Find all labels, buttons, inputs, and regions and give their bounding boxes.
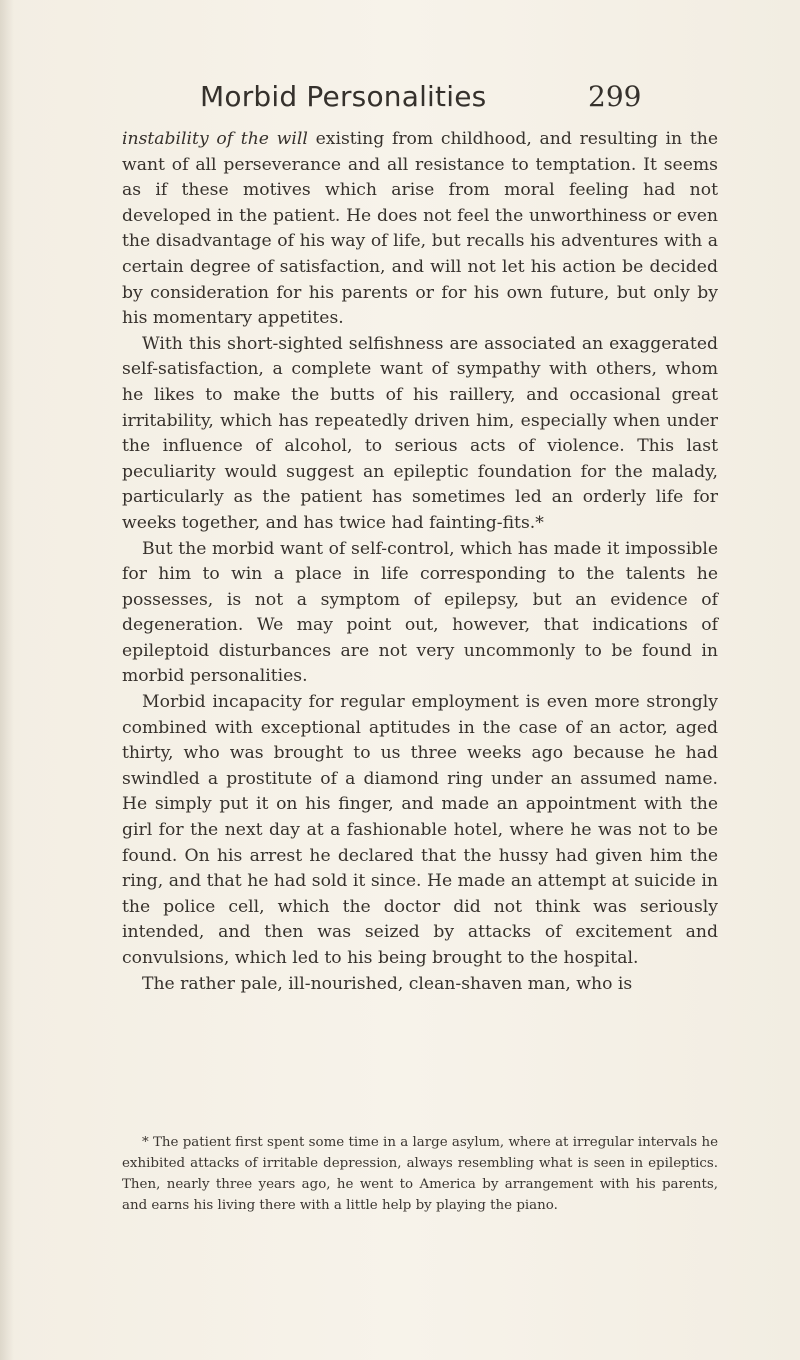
spine-shadow bbox=[0, 0, 14, 1360]
paragraph-2: With this short-sighted selfishness are associated an exaggerated self-satisfaction, a complete want of sympathy with others, whom he likes to make the butts of his raillery, and occasional great irritability, which has repeatedly driven him, especially when under the influence of alcohol, to serious acts of violence. This last peculiarity would suggest an epileptic foundation for the malady, particularly as the patient has sometimes led an orderly life for weeks together, and has twice had fainting-fits.* bbox=[122, 333, 718, 533]
running-head: Morbid Personalities bbox=[200, 80, 487, 113]
body-text bbox=[122, 127, 718, 997]
paragraph-3: But the morbid want of self-control, which has made it impossible for him to win a place in life corresponding to the talents he possesses, is not a symptom of epilepsy, but an evidence of degeneration. We may point out, however, that indications of epileptoid disturbances are not very uncommonly to be found in morbid personalities. bbox=[122, 538, 718, 687]
italic-phrase: instability of the will bbox=[122, 129, 308, 149]
footnote: * The patient first spent some time in a large asylum, where at irregular intervals he exhibited attacks of irritable depression, always resembling what is seen in epileptics. Then, nearly three years ago, he went to America by arrangement with his parents, and earns his living there with a little help by playing the piano. bbox=[122, 1135, 718, 1213]
paragraph-1-text: existing from childhood, and resulting in the want of all perseverance and all resistance to temptation. It seems as if these motives which arise from moral feeling had not developed in the patient. He does not feel the unworthiness or even the disadvantage of his way of life, but recalls his adventures with a certain degree of satisfaction, and will not let his action be decided by consideration for his parents or for his own future, but only by his momentary appetites. bbox=[122, 129, 718, 329]
page-number: 299 bbox=[588, 80, 642, 113]
paragraph-4: Morbid incapacity for regular employment is even more strongly combined with exceptional aptitudes in the case of an actor, aged thirty, who was brought to us three weeks ago because he had swindled a prostitute of a diamond ring under an assumed name. He simply put it on his finger, and made an appointment with the girl for the next day at a fashionable hotel, where he was not to be found. On his arrest he declared that the hussy had given him the ring, and that he had sold it since. He made an attempt at suicide in the police cell, which the doctor did not think was seriously intended, and then was seized by attacks of excitement and convulsions, which led to his being brought to the hospital. bbox=[122, 692, 718, 968]
paragraph-1 bbox=[122, 127, 718, 332]
paragraph-5: The rather pale, ill-nourished, clean-shaven man, who is bbox=[142, 973, 633, 994]
page-header bbox=[0, 80, 800, 130]
